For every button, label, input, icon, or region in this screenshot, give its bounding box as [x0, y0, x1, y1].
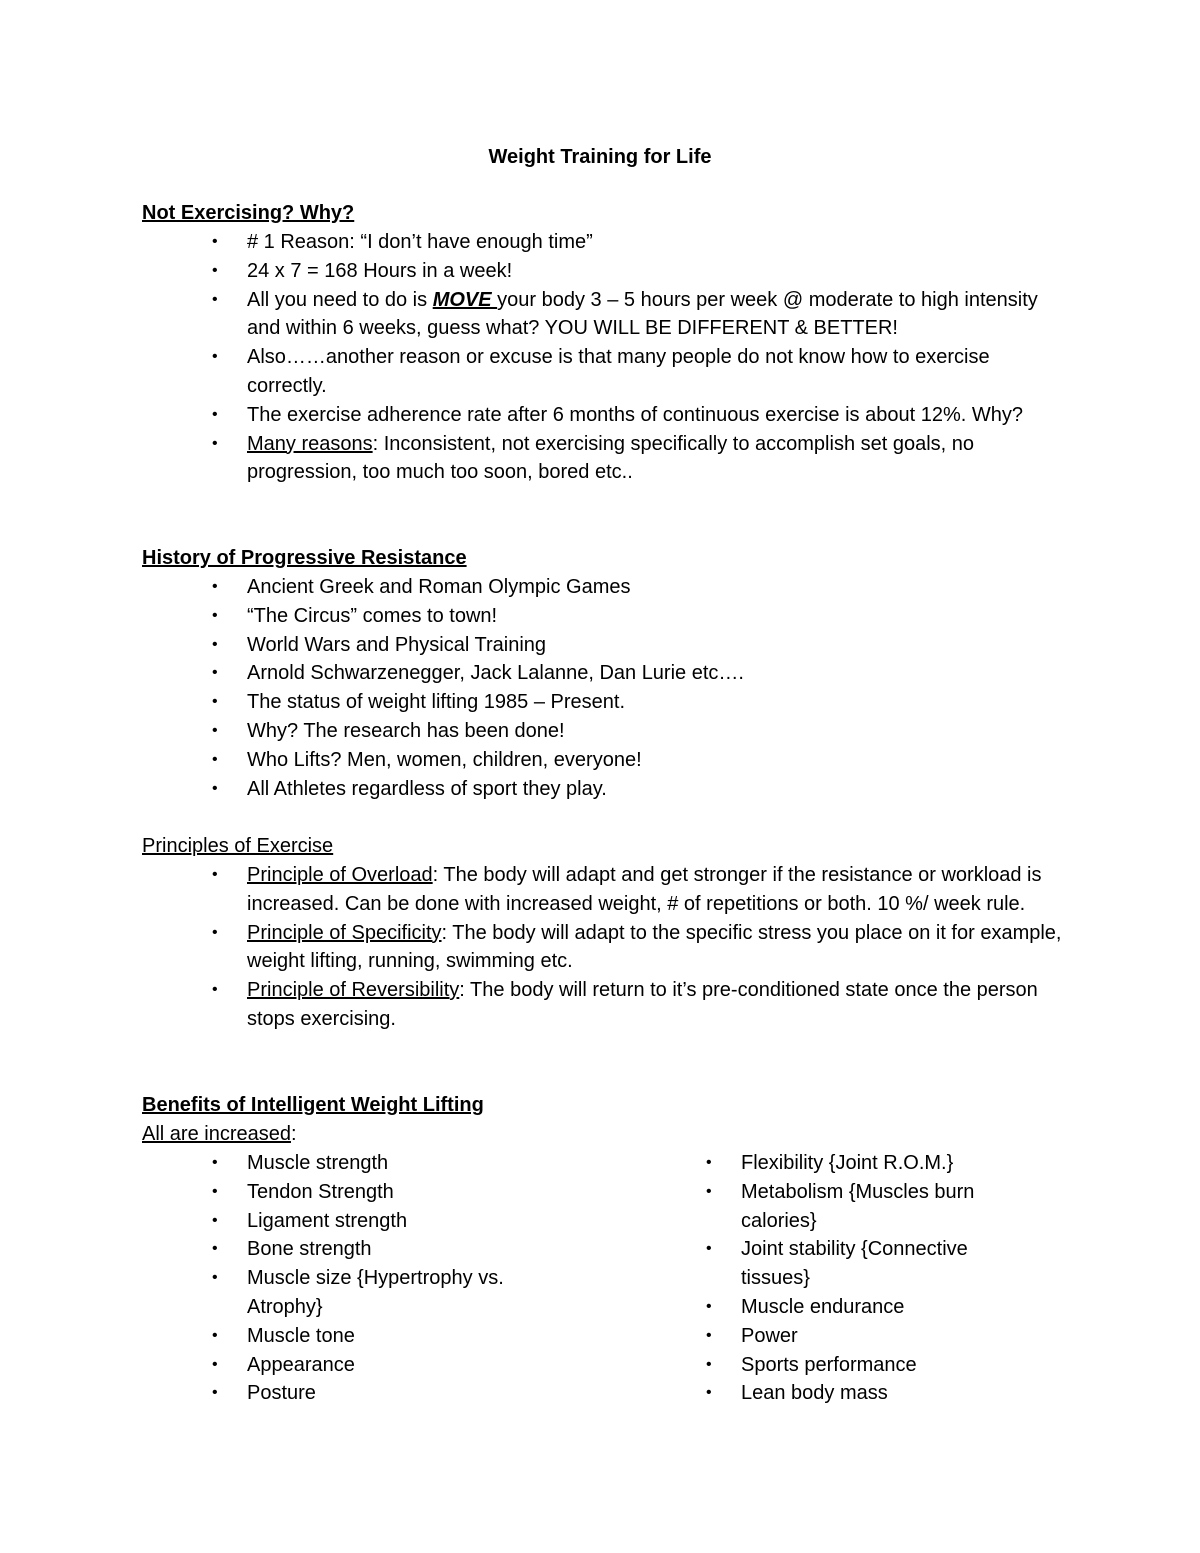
- bullet-list: [142, 573, 1062, 803]
- bullet-icon: •: [212, 1240, 218, 1258]
- bullet-icon: •: [212, 1154, 218, 1171]
- bullet-icon: •: [212, 233, 218, 250]
- list-item: • Tendon Strength: [142, 1178, 636, 1207]
- list-item: • Principle of Overload: The body will adapt and get stronger if the resistance or workload is increased. Can be done with increased weight, # of repetitions or both. 10 %/ week rule.: [142, 861, 1062, 919]
- list-item: • Bone strength: [142, 1235, 636, 1264]
- bullet-list: [142, 1149, 636, 1408]
- list-item: • Power: [636, 1322, 1062, 1351]
- bullet-icon: •: [212, 635, 218, 653]
- section-heading: Principles of Exercise: [142, 835, 334, 857]
- bullet-icon: •: [212, 578, 218, 595]
- list-item: • Muscle tone: [142, 1322, 636, 1351]
- item-label: Many reasons: [247, 432, 373, 455]
- bullet-icon: •: [706, 1240, 712, 1258]
- section-not-exercising: [142, 199, 1062, 487]
- bullet-icon: •: [706, 1355, 712, 1373]
- section-principles: [142, 832, 1062, 1034]
- bullet-icon: •: [212, 1384, 218, 1402]
- list-item: • Muscle strength: [142, 1149, 636, 1178]
- list-item: • All you need to do is MOVE your body 3 – 5 hours per week @ moderate to high intensity and within 6 weeks, guess what? YOU WILL BE DIFFERENT & BETTER!: [142, 286, 1062, 344]
- sub-heading: All are increased:: [142, 1123, 297, 1145]
- item-label: Principle of Reversibility: [247, 979, 460, 1002]
- list-item: • Also……another reason or excuse is that many people do not know how to exercise correctly.: [142, 343, 1062, 401]
- bullet-icon: •: [212, 693, 218, 711]
- bullet-icon: •: [212, 750, 218, 768]
- section-heading: Not Exercising? Why?: [142, 202, 355, 224]
- list-item: • Principle of Specificity: The body will adapt to the specific stress you place on it for example, weight lifting, running, swimming etc.: [142, 919, 1062, 977]
- list-item: • “The Circus” comes to town!: [142, 602, 1062, 631]
- bullet-icon: •: [706, 1297, 712, 1315]
- bullet-icon: •: [212, 606, 218, 624]
- bullet-list: [636, 1149, 1062, 1408]
- list-item: • # 1 Reason: “I don’t have enough time”: [142, 228, 1062, 257]
- list-item: • Lean body mass: [636, 1379, 1062, 1408]
- bullet-icon: •: [212, 866, 218, 883]
- list-item: • Why? The research has been done!: [142, 717, 1062, 746]
- list-item: • Posture: [142, 1379, 636, 1408]
- list-item: • Muscle size {Hypertrophy vs. Atrophy}: [142, 1264, 636, 1322]
- bullet-icon: •: [212, 981, 218, 999]
- list-item: • World Wars and Physical Training: [142, 631, 1062, 660]
- list-item: • All Athletes regardless of sport they play.: [142, 775, 1062, 804]
- section-history: [142, 544, 1062, 803]
- bullet-icon: •: [212, 1182, 218, 1200]
- bullet-list: [142, 861, 1062, 1034]
- list-item: • Sports performance: [636, 1351, 1062, 1380]
- section-benefits: [142, 1091, 1062, 1408]
- bullet-icon: •: [212, 1269, 218, 1287]
- bullet-icon: •: [212, 405, 218, 423]
- bullet-icon: •: [212, 779, 218, 797]
- benefits-columns: [142, 1149, 1062, 1408]
- list-item: • Principle of Reversibility: The body will return to it’s pre-conditioned state once the person stops exercising.: [142, 976, 1062, 1034]
- section-heading: History of Progressive Resistance: [142, 547, 467, 569]
- list-item: • Flexibility {Joint R.O.M.}: [636, 1149, 1062, 1178]
- bullet-icon: •: [212, 261, 218, 279]
- list-item: • Metabolism {Muscles burn calories}: [636, 1178, 1062, 1236]
- list-item: • The status of weight lifting 1985 – Present.: [142, 688, 1062, 717]
- bullet-icon: •: [706, 1384, 712, 1402]
- bullet-icon: •: [212, 348, 218, 366]
- bullet-icon: •: [212, 923, 218, 941]
- list-item: • 24 x 7 = 168 Hours in a week!: [142, 257, 1062, 286]
- bullet-icon: •: [212, 664, 218, 682]
- list-item: • Ancient Greek and Roman Olympic Games: [142, 573, 1062, 602]
- bullet-icon: •: [212, 434, 218, 452]
- bullet-icon: •: [706, 1326, 712, 1344]
- list-item: • Joint stability {Connective tissues}: [636, 1235, 1062, 1293]
- bullet-icon: •: [212, 721, 218, 739]
- benefits-left-column: [142, 1149, 636, 1408]
- list-item: • Muscle endurance: [636, 1293, 1062, 1322]
- list-item: • The exercise adherence rate after 6 months of continuous exercise is about 12%. Why?: [142, 401, 1062, 430]
- bullet-icon: •: [212, 1326, 218, 1344]
- list-item: • Who Lifts? Men, women, children, everyone!: [142, 746, 1062, 775]
- item-label: Principle of Specificity: [247, 921, 442, 944]
- bullet-icon: •: [212, 1355, 218, 1373]
- benefits-right-column: [636, 1149, 1062, 1408]
- list-item: • Many reasons: Inconsistent, not exercising specifically to accomplish set goals, no progression, too much too soon, bored etc..: [142, 430, 1062, 488]
- list-item: • Arnold Schwarzenegger, Jack Lalanne, Dan Lurie etc….: [142, 659, 1062, 688]
- bullet-icon: •: [706, 1182, 712, 1200]
- section-heading: Benefits of Intelligent Weight Lifting: [142, 1094, 484, 1116]
- bullet-icon: •: [706, 1154, 712, 1171]
- bullet-icon: •: [212, 1211, 218, 1229]
- page-title: Weight Training for Life: [488, 146, 712, 168]
- emphasis-move: MOVE: [432, 288, 498, 311]
- list-item: • Ligament strength: [142, 1207, 636, 1236]
- bullet-list: [142, 228, 1062, 487]
- bullet-icon: •: [212, 290, 218, 308]
- list-item: • Appearance: [142, 1351, 636, 1380]
- item-label: Principle of Overload: [247, 864, 433, 886]
